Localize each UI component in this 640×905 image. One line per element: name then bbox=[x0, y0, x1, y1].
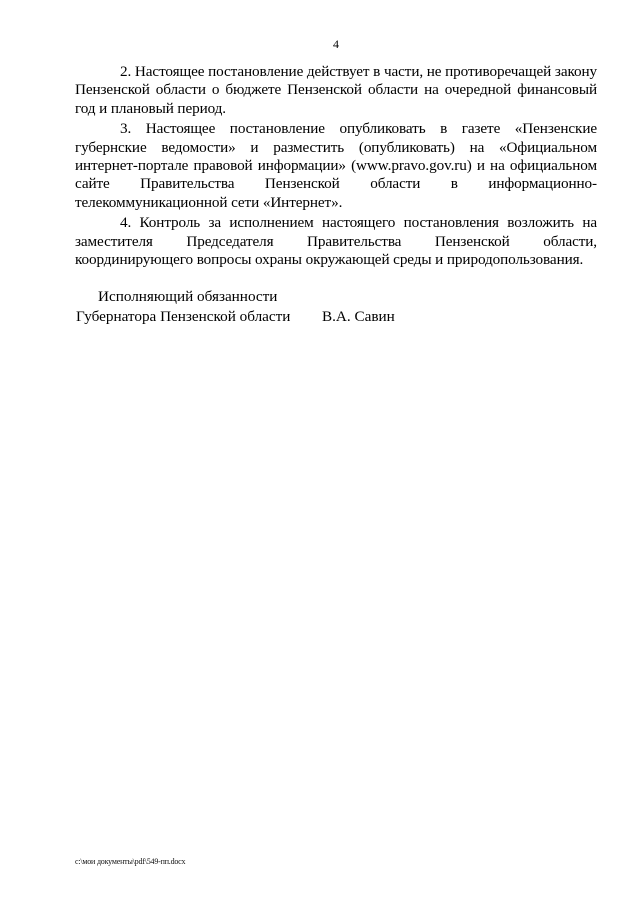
signatory-position-line-1: Исполняющий обязанности bbox=[98, 288, 278, 305]
paragraph-4: 4. Контроль за исполнением настоящего постановления возложить на заместителя Председателя Правительства Пензенской области, координирующего вопросы охраны окружающей среды и природопользования. bbox=[75, 214, 597, 269]
document-body bbox=[75, 63, 597, 271]
signatory-position-line-2: Губернатора Пензенской области bbox=[76, 308, 291, 325]
paragraph-3: 3. Настоящее постановление опубликовать в газете «Пензенские губернские ведомости» и разместить (опубликовать) на «Официальном интернет-портале правовой информации» (www.pravo.gov.ru) и на официальном сайте Правительства Пензенской области в информационно-телекоммуникационной сети «Интернет». bbox=[75, 120, 597, 211]
signatory-name: В.А. Савин bbox=[322, 308, 395, 325]
page-number: 4 bbox=[333, 37, 339, 51]
file-path-footer: c:\мои документы\pdf\549-пп.docx bbox=[75, 857, 186, 866]
signature-block bbox=[76, 287, 395, 327]
paragraph-2: 2. Настоящее постановление действует в части, не противоречащей закону Пензенской области о бюджете Пензенской области на очередной финансовый год и плановый период. bbox=[75, 63, 597, 117]
signature-row bbox=[76, 307, 395, 327]
